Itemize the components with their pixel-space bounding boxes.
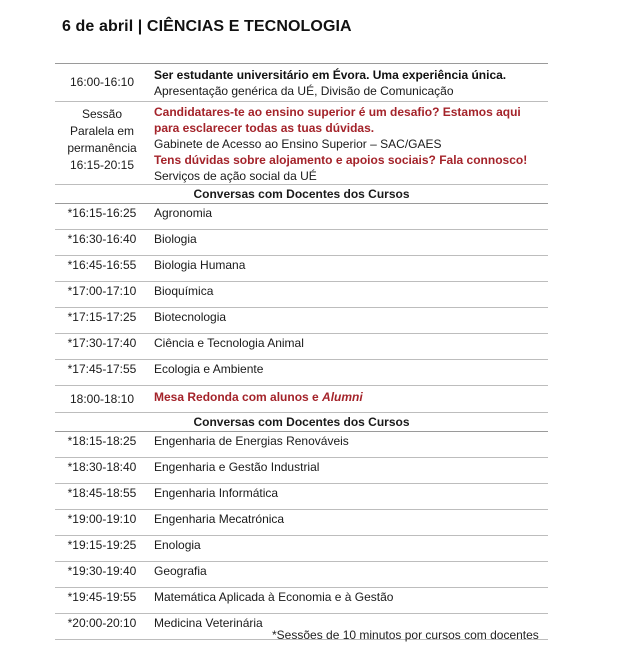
row-time-text: *17:30-17:40	[67, 336, 137, 350]
table-row	[55, 458, 548, 484]
row-course	[149, 510, 548, 536]
opening-subtitle: Apresentação genérica da UÉ, Divisão de Comunicação	[154, 84, 454, 98]
row-time	[55, 308, 149, 334]
row-course	[149, 204, 548, 230]
row-time-text: *20:00-20:10	[67, 616, 137, 630]
schedule-table	[55, 63, 548, 640]
row-time-text: *19:15-19:25	[67, 538, 137, 552]
row-course	[149, 458, 548, 484]
row-time	[55, 562, 149, 588]
row-course-text: Biotecnologia	[154, 310, 227, 324]
row-course-text: Ecologia e Ambiente	[154, 362, 264, 376]
row-time	[55, 484, 149, 510]
row-course-text: Medicina Veterinária	[154, 616, 263, 630]
page-title: 6 de abril | CIÊNCIAS E TECNOLOGIA	[62, 18, 352, 35]
parallel-question-access: Candidatares-te ao ensino superior é um desafio? Estamos aqui para esclarecer todas as tuas dúvidas.	[154, 105, 521, 135]
row-time-text: *19:30-19:40	[67, 564, 137, 578]
row-time	[55, 256, 149, 282]
parallel-time: Sessão Paralela em permanência 16:15-20:15	[55, 102, 149, 185]
row-course-text: Geografia	[154, 564, 207, 578]
section-1-rows	[55, 204, 548, 386]
row-course-text: Ciência e Tecnologia Animal	[154, 336, 304, 350]
opening-time: 16:00-16:10	[55, 64, 149, 102]
row-time	[55, 204, 149, 230]
row-time-text: *16:45-16:55	[67, 258, 137, 272]
table-row	[55, 432, 548, 458]
round-table-label: Mesa Redonda com alunos e	[154, 390, 323, 404]
section-header-1: Conversas com Docentes dos Cursos	[55, 185, 548, 204]
row-course	[149, 308, 548, 334]
row-course	[149, 536, 548, 562]
row-course-text: Engenharia e Gestão Industrial	[154, 460, 320, 474]
table-row	[55, 562, 548, 588]
round-table-time: 18:00-18:10	[55, 386, 149, 413]
row-time-text: *19:45-19:55	[67, 590, 137, 604]
row-course-text: Engenharia Mecatrónica	[154, 512, 285, 526]
table-row	[55, 536, 548, 562]
row-time	[55, 282, 149, 308]
section-2-rows	[55, 432, 548, 640]
row-course	[149, 432, 548, 458]
parallel-session-row	[55, 102, 548, 185]
row-time-text: *17:00-17:10	[67, 284, 137, 298]
row-course	[149, 588, 548, 614]
section-header-2: Conversas com Docentes dos Cursos	[55, 413, 548, 432]
table-row	[55, 308, 548, 334]
parallel-org-gaes: Gabinete de Acesso ao Ensino Superior – SAC/GAES	[154, 137, 442, 151]
row-course-text: Agronomia	[154, 206, 213, 220]
table-row	[55, 510, 548, 536]
table-row	[55, 230, 548, 256]
row-time-text: *17:45-17:55	[67, 362, 137, 376]
row-course	[149, 334, 548, 360]
row-course	[149, 562, 548, 588]
row-time-text: *16:15-16:25	[67, 206, 137, 220]
row-time	[55, 614, 149, 640]
table-row	[55, 256, 548, 282]
row-time	[55, 510, 149, 536]
row-course-text: Engenharia de Energias Renováveis	[154, 434, 349, 448]
row-time-text: *19:00-19:10	[67, 512, 137, 526]
row-course	[149, 230, 548, 256]
table-row	[55, 588, 548, 614]
row-course-text: Engenharia Informática	[154, 486, 279, 500]
row-course	[149, 256, 548, 282]
opening-headline: Ser estudante universitário em Évora. Uma experiência única.	[154, 68, 507, 82]
row-time-text: *18:45-18:55	[67, 486, 137, 500]
row-time-text: *17:15-17:25	[67, 310, 137, 324]
row-time	[55, 230, 149, 256]
row-time	[55, 432, 149, 458]
row-course-text: Enologia	[154, 538, 201, 552]
parallel-org-social: Serviços de ação social da UÉ	[154, 169, 317, 183]
row-course	[149, 484, 548, 510]
row-time-text: *18:15-18:25	[67, 434, 137, 448]
table-row	[55, 360, 548, 386]
row-course-text: Matemática Aplicada à Economia e à Gestão	[154, 590, 394, 604]
round-table-row	[55, 386, 548, 413]
row-time	[55, 536, 149, 562]
round-table-label-italic: Alumni	[322, 390, 363, 404]
row-time	[55, 360, 149, 386]
row-course	[149, 360, 548, 386]
table-row	[55, 282, 548, 308]
row-time	[55, 588, 149, 614]
row-course-text: Biologia Humana	[154, 258, 246, 272]
table-row	[55, 484, 548, 510]
row-course-text: Biologia	[154, 232, 197, 246]
row-time	[55, 334, 149, 360]
opening-row	[55, 64, 548, 102]
table-row	[55, 334, 548, 360]
row-time-text: *16:30-16:40	[67, 232, 137, 246]
parallel-question-housing: Tens dúvidas sobre alojamento e apoios sociais? Fala connosco!	[154, 153, 528, 167]
table-row	[55, 204, 548, 230]
row-time-text: *18:30-18:40	[67, 460, 137, 474]
row-course-text: Bioquímica	[154, 284, 214, 298]
footnote: *Sessões de 10 minutos por cursos com docentes	[272, 628, 539, 642]
row-time	[55, 458, 149, 484]
row-course	[149, 282, 548, 308]
